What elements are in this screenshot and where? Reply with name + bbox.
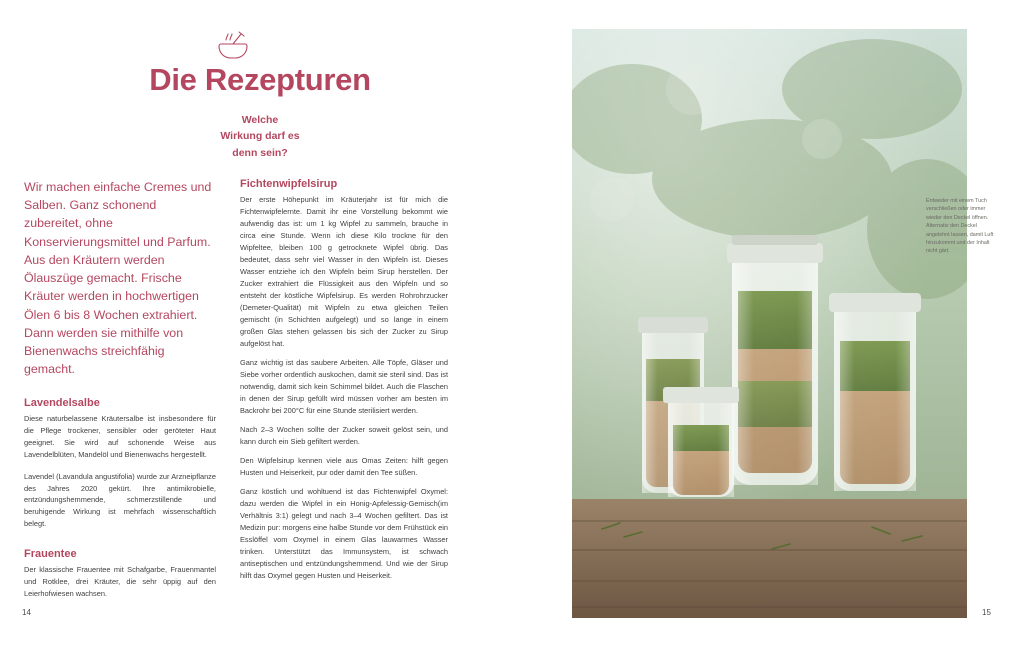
section-heading-fichtenwipfelsirup: Fichtenwipfelsirup [240, 178, 338, 190]
section-paragraph: Nach 2–3 Wochen sollte der Zucker soweit gelöst sein, und kann durch ein Sieb gefiltert werden. [240, 424, 448, 446]
right-page [520, 0, 1020, 647]
page-title: Die Rezepturen [149, 62, 371, 97]
page-number-left: 14 [22, 608, 31, 617]
section-paragraph: Ganz wichtig ist das saubere Arbeiten. Alle Töpfe, Gläser und Siebe vorher ordentlich auskochen, damit sie steril sind. Das ist notwendig, damit sich kein Schimmel bildet. Auch die Flaschen in denen der Sirup gefüllt wird müssen vorher am besten im Backrohr bei 200°C für eine Stunde sterilisiert werden. [240, 357, 448, 415]
section-paragraph: Ganz köstlich und wohltuend ist das Fichtenwipfel Oxymel: dazu werden die Wipfel in ein Honig-Apfelessig-Gemisch(im Verhältnis 3:1) gelegt und nach 3–4 Wochen gefiltert. Das ist Medizin pur: morgens eine halbe Stunde vor dem Frühstück ein Esslöffel vom Oxymel in einem Glas lauwarmes Wasser trinken. Unterstützt das Immunsystem, ist schwach antiseptischen und entzündungshemmend. Und wie der Sirup hilft das Oxymel gegen Husten und Heiserkeit. [240, 486, 448, 580]
preserving-jars-photo [572, 29, 967, 618]
section-heading-lavendelsalbe: Lavendelsalbe [24, 396, 100, 409]
section-paragraph: Der erste Höhepunkt im Kräuterjahr ist für mich die Fichtenwipfelernte. Damit ihr eine Vorstellung bekommt wie aufwendig das ist: um 1 kg Wipfel zu sammeln, brauche in circa eine Stunde. Wenn ich diese Kilo trockne für den Wipfeltee, bleiben 100 g getrocknete Wipfel übrig. Das bedeutet, dass sehr viel Wasser in den Wipfeln ist. Dieses Wasser entziehe ich den Wipfeln beim Sirup herstellen. Der Zucker extrahiert die Flüssigkeit aus den Wipfeln und so entsteht der köstliche Wipfelsirup. Es werden Rohrohrzucker (Demeter-Qualität) mit Wipfeln zu etwa gleichen Teilen gemischt (in Schichten aufgelegt) und so lange in einem großen Glas stehen gelassen bis sich der Zucker zu Sirup aufgelöst hat. [240, 195, 448, 348]
section-heading-frauentee: Frauentee [24, 548, 77, 561]
section-paragraph: Diese naturbelassene Kräutersalbe ist insbesondere für die Pflege trockener, sensibler oder geröteter Haut geeignet. Sie wird auf schonende Weise aus Lavendelblüten, Mandelöl und Bienenwachs hergestellt. [24, 413, 216, 459]
photo-caption: Entweder mit einem Tuch verschließen oder immer wieder den Deckel öffnen. Alternativ den Deckel angelehnt lassen, damit Luft hinzukommt und der Inhalt nicht gärt. [926, 198, 994, 255]
left-text-column [24, 178, 216, 610]
section-paragraph: Lavendel (Lavandula angustifolia) wurde zur Arzneipflanze des Jahres 2020 gekürt. Ihre antimikrobielle, entzündungshemmende, schmerzstillende und beruhigende Wirkung ist mehrfach wissenschaftlich belegt. [24, 471, 216, 529]
section-paragraph: Den Wipfelsirup kennen viele aus Omas Zeiten: hilft gegen Husten und Heiserkeit, pur oder damit den Tee süßen. [240, 455, 448, 477]
page-subtitle [110, 112, 410, 161]
page-number-right: 15 [982, 608, 991, 617]
middle-text-column [240, 178, 448, 589]
mortar-pestle-icon [213, 30, 253, 64]
intro-paragraph: Wir machen einfache Cremes und Salben. Ganz schonend zubereitet, ohne Konservierungsmittel und Parfum. Aus den Kräutern werden Ölauszüge gemacht. Frische Kräuter werden in hochwertigen Ölen 6 bis 8 Wochen extrahiert. Dann werden sie mithilfe von Bienenwachs streichfähig gemacht. [24, 180, 212, 377]
subtitle-line-2: Wirkung darf es [220, 130, 300, 143]
subtitle-line-3: denn sein? [232, 146, 288, 159]
section-paragraph: Der klassische Frauentee mit Schafgarbe, Frauenmantel und Rotklee, drei Kräuter, die sehr üppig auf den Leierhofwiesen wachsen. [24, 565, 216, 599]
subtitle-line-1: Welche [241, 114, 279, 126]
spacer [24, 540, 216, 548]
